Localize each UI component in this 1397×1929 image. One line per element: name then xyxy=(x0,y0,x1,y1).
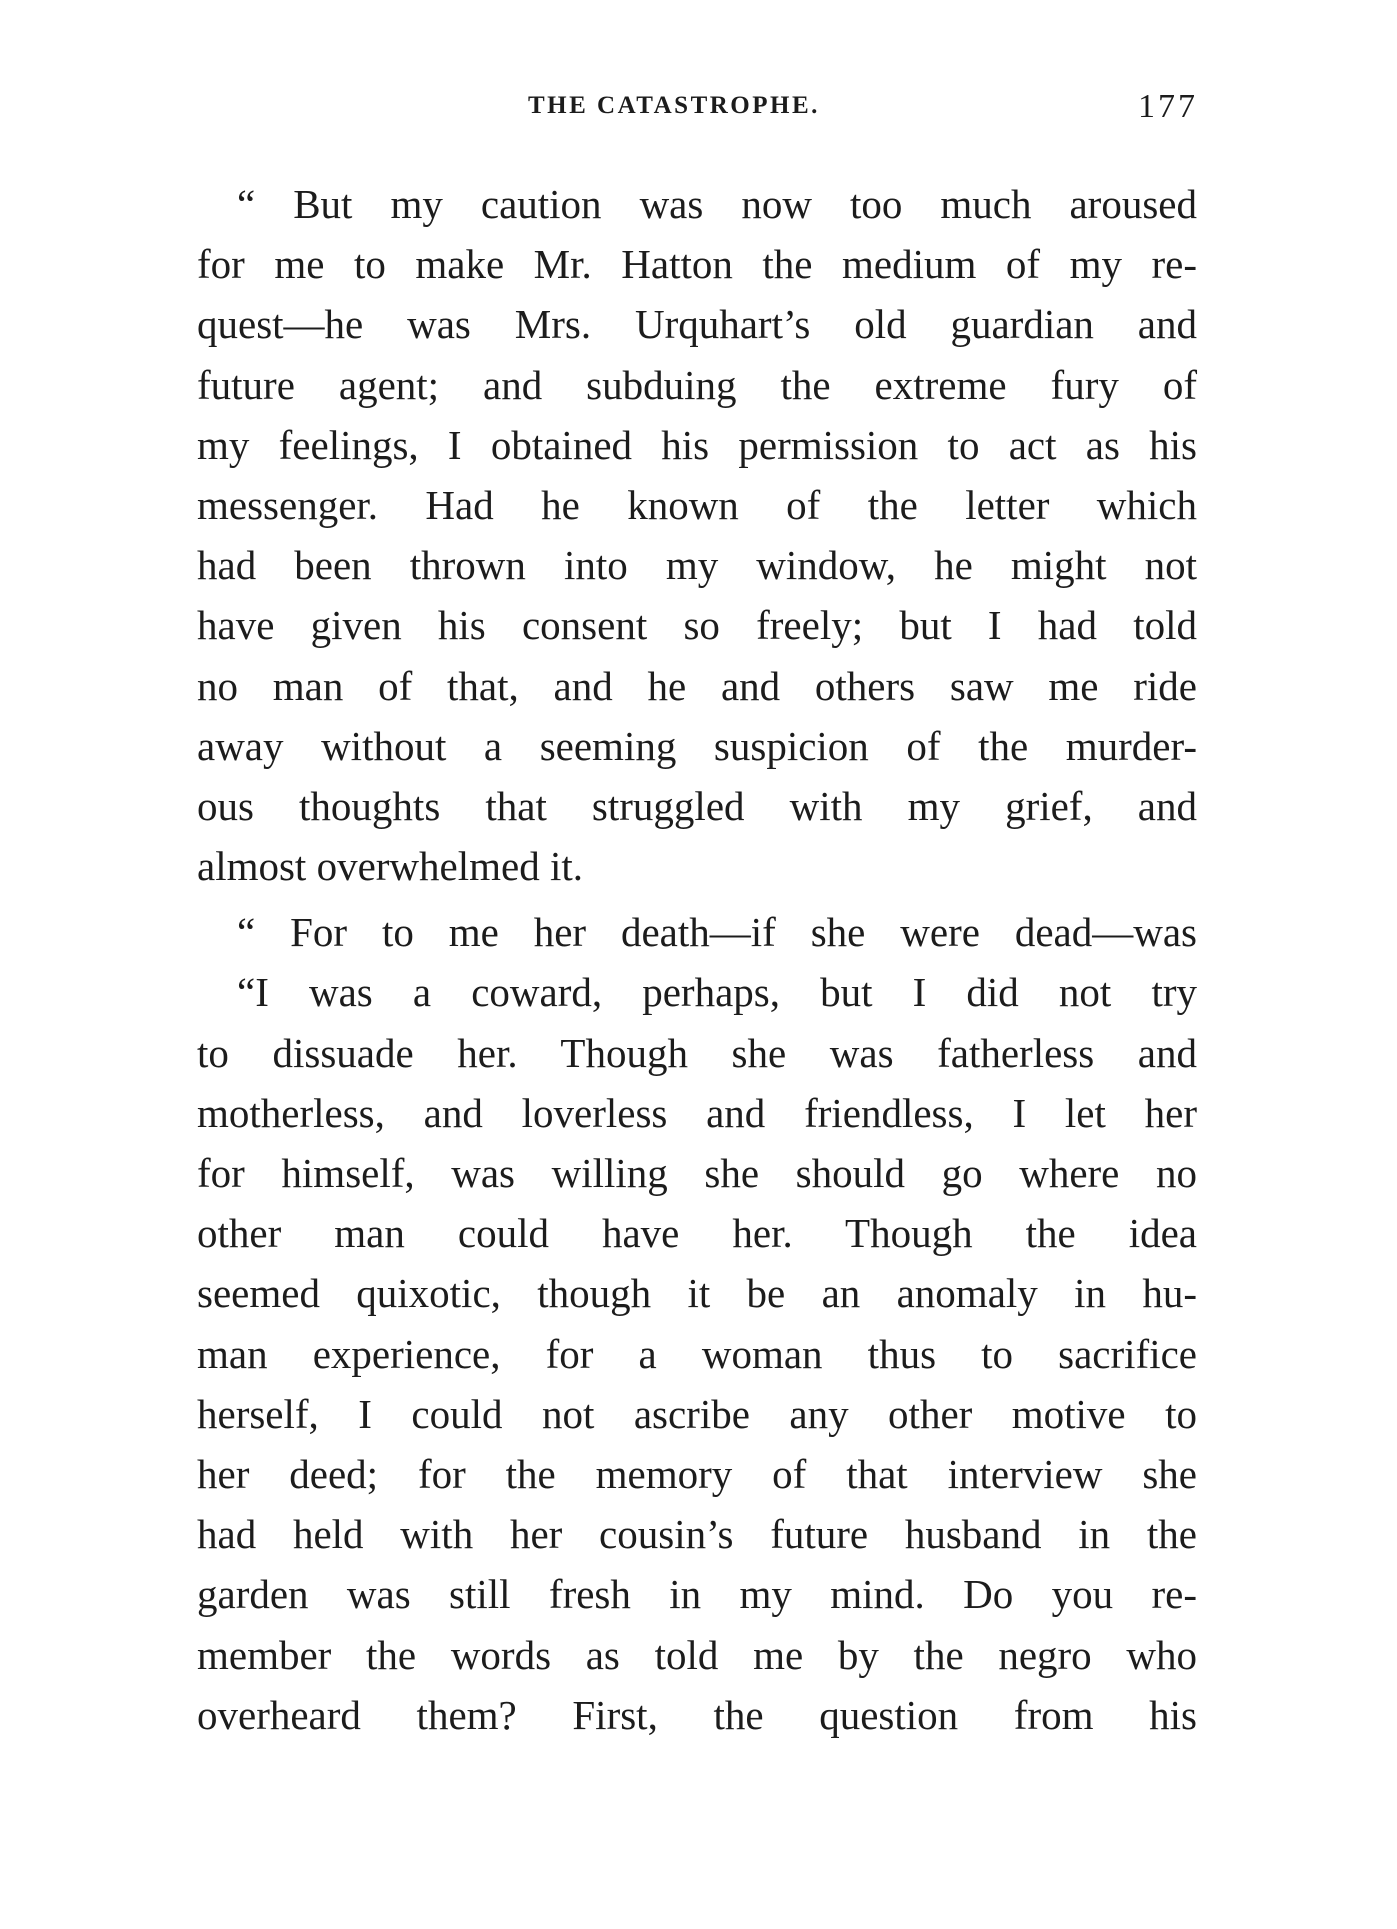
text-line: other man could have her. Though the idea xyxy=(197,1210,1197,1257)
text-line: messenger. Had he known of the letter which xyxy=(197,481,1197,528)
text-line: ous thoughts that struggled with my grief, and xyxy=(197,782,1197,829)
text-line: garden was still fresh in my mind. Do you re- xyxy=(197,1571,1197,1618)
text-line: had been thrown into my window, he might not xyxy=(197,542,1197,589)
text-line: no man of that, and he and others saw me ride xyxy=(197,662,1197,709)
text-line: her deed; for the memory of that interview she xyxy=(197,1450,1197,1497)
text-line: for me to make Mr. Hatton the medium of my re- xyxy=(197,241,1197,288)
running-header xyxy=(0,88,1397,132)
text-line: overheard them? First, the question from his xyxy=(197,1691,1197,1738)
running-title: THE CATASTROPHE. xyxy=(528,92,820,119)
text-line: future agent; and subduing the extreme fury of xyxy=(197,361,1197,408)
text-line: my feelings, I obtained his permission to act as his xyxy=(197,421,1197,468)
text-line: for himself, was willing she should go where no xyxy=(197,1150,1197,1196)
text-line: “I was a coward, perhaps, but I did not try xyxy=(237,969,1197,1016)
text-line: had held with her cousin’s future husband in the xyxy=(197,1511,1197,1558)
text-line: man experience, for a woman thus to sacrifice xyxy=(197,1330,1197,1377)
text-line: “ But my caution was now too much aroused xyxy=(237,181,1197,227)
text-line: motherless, and loverless and friendless, I let her xyxy=(197,1089,1197,1136)
text-line: seemed quixotic, though it be an anomaly in hu- xyxy=(197,1270,1197,1317)
text-line: quest—he was Mrs. Urquhart’s old guardian and xyxy=(197,301,1197,348)
text-line: “ For to me her death—if she were dead—was xyxy=(237,909,1197,956)
text-line: to dissuade her. Though she was fatherless and xyxy=(197,1029,1197,1076)
text-line: almost overwhelmed it. xyxy=(197,843,583,890)
body-text xyxy=(197,174,1197,1745)
page-number: 177 xyxy=(1138,88,1198,125)
text-line: away without a seeming suspicion of the murder- xyxy=(197,722,1197,769)
text-line: herself, I could not ascribe any other motive to xyxy=(197,1390,1197,1437)
text-line: member the words as told me by the negro who xyxy=(197,1631,1197,1678)
text-line: have given his consent so freely; but I had told xyxy=(197,602,1197,649)
